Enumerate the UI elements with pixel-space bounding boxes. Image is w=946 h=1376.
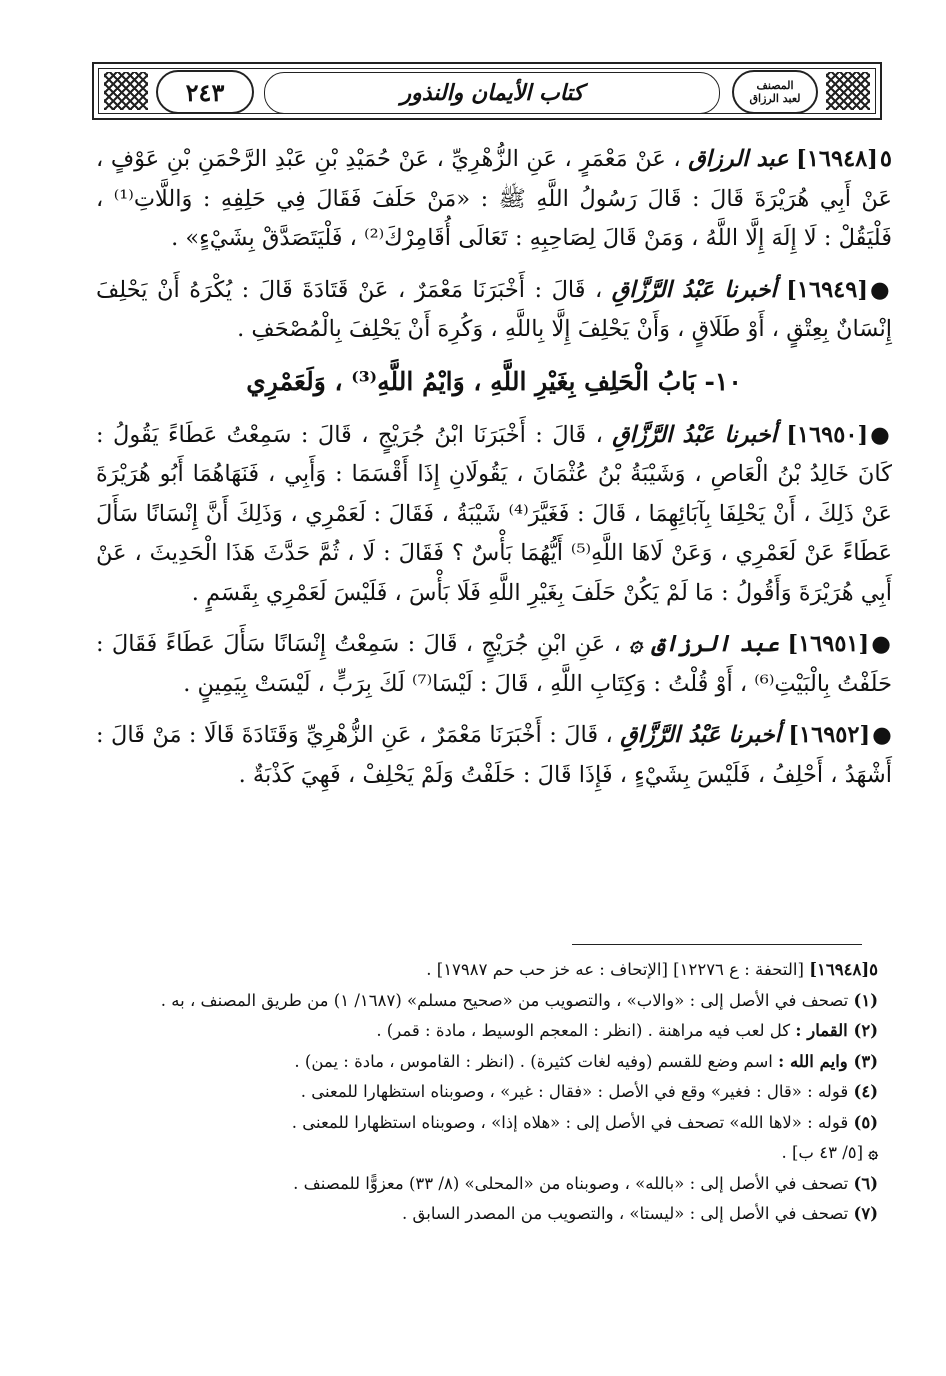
hadith-number: [١٦٩٥٠] (786, 421, 869, 448)
logo-line-1: المصنف (756, 79, 794, 92)
hadith-marker: ● (870, 421, 892, 448)
footnote (96, 1077, 878, 1108)
hadith-text: ، عَنْ مَعْمَرٍ ، عَنِ الزُّهْرِيِّ ، عَنْ حُمَيْدِ بْنِ عَبْدِ الرَّحْمَنِ بْنِ عَوْفٍ ، عَنْ أَبِي هُرَيْرَةَ قَالَ : قَالَ رَسُولُ اللَّهِ ﷺ : «مَنْ حَلَفَ فَقَالَ فِي حَلِفِهِ : وَاللَّاتِ⁽¹⁾ ، فَلْيَقُلْ : لَا إِلَهَ إِلَّا اللَّهُ ، وَمَنْ قَالَ لِصَاحِبِهِ : تَعَالَى أُقَامِرْكَ⁽²⁾ ، فَلْيَتَصَدَّقْ بِشَيْءٍ» . (96, 146, 892, 251)
hadith-number: [١٦٩٥٢] (788, 722, 871, 748)
hadith-16949 (96, 271, 892, 350)
ornament-icon (104, 72, 148, 110)
footnote-text: كل لعب فيه مراهنة . (انظر : المعجم الوسيط ، مادة : قمر) . (376, 1021, 791, 1040)
footnote-label: (٢) القمار : (795, 1021, 878, 1040)
hadith-marker: ● (871, 631, 892, 657)
hadith-16951 (96, 625, 892, 704)
footnote-label: ٥[١٦٩٤٨] (809, 960, 878, 979)
hadith-source: أخبرنا عَبْدُ الرَّزَّاقِ (611, 276, 777, 303)
hadith-text: ، قَالَ : أَخْبَرَنَا مَعْمَرٌ ، عَنِ الزُّهْرِيِّ وَقَتَادَةَ قَالَا : مَنْ قَالَ : أَشْهَدُ ، أَحْلِفُ ، فَلَيْسَ بِشَيْءٍ ، فَإِذَا قَالَ : حَلَفْتُ وَلَمْ يَحْلِفْ ، فَهِيَ كَذْبَةٌ . (96, 722, 892, 788)
footnote (96, 1199, 878, 1230)
hadith-text: ، قَالَ : أَخْبَرَنَا ابْنُ جُرَيْجٍ ، قَالَ : سَمِعْتُ عَطَاءً يَقُولُ : كَانَ خَالِدُ بْنُ الْعَاصِ ، وَشَيْبَةُ بْنُ عُثْمَانَ ، يَقُولَانِ إِذَا أَقْسَمَا : وَأَبِي ، فَنَهَاهُمَا أَبُو هُرَيْرَةَ عَنْ ذَلِكَ ، أَنْ يَحْلِفَا بِآبَائِهِمَا ، قَالَ : فَغَيَّرَ⁽⁴⁾ شَيْبَةُ ، فَقَالَ : لَعَمْرِي ، وَذَلِكَ أَنَّ إِنْسَانًا سَأَلَ عَطَاءً عَنْ لَعَمْرِي ، وَعَنْ لَاهَا اللَّهِ⁽⁵⁾ أَيُّهُمَا بَأْسٌ ؟ فَقَالَ : لَا ، ثُمَّ حَدَّثَ هَذَا الْحَدِيثَ ، عَنْ أَبِي هُرَيْرَةَ وَأَقُولُ : مَا لَمْ يَكُنْ حَلَفَ بِغَيْرِ اللَّهِ فَلَا بَأْسَ ، فَلَيْسَ لَعَمْرِي بِقَسَمٍ . (96, 421, 892, 606)
footnote (96, 1169, 878, 1200)
footnote-text: تصحف في الأصل إلى : «والاب» ، والتصويب من «صحيح مسلم» (١٦٨٧/ ١) من طريق المصنف ، به . (160, 990, 849, 1010)
book-logo (732, 70, 818, 114)
footnote-label: ۞ (868, 1143, 878, 1162)
ornament-icon (826, 72, 870, 110)
hadith-source: عبد الرزاق ۞ (629, 631, 780, 657)
footnote (96, 1047, 878, 1078)
hadith-text: ، عَنِ ابْنِ جُرَيْجٍ ، قَالَ : سَمِعْتُ إِنْسَانًا سَأَلَ عَطَاءً فَقَالَ : حَلَفْتُ بِالْبَيْتِ⁽⁶⁾ ، أَوْ قُلْتُ : وَكِتَابِ اللَّهِ ، قَالَ : لَيْسَا⁽⁷⁾ لَكَ بِرَبٍّ ، لَيْسَتْ بِيَمِينٍ . (96, 631, 892, 697)
footnote-text: [٥/ ٤٣ ب] . (781, 1143, 864, 1162)
footnote (96, 1138, 878, 1169)
footnote-text: تصحف في الأصل إلى : «بالله» ، وصوبناه من «المحلى» (٨/ ٣٣) معزوًّا للمصنف . (293, 1173, 849, 1193)
hadith-source: أخبرنا عَبْدُ الرَّزَّاقِ (620, 722, 781, 748)
hadith-number: [١٦٩٤٩] (786, 276, 868, 303)
footnote-label: (٥) (853, 1112, 878, 1132)
footnote (96, 1108, 878, 1139)
hadith-source: عبد الرزاق (688, 146, 789, 172)
footnote-text: تصحف في الأصل إلى : «ليستا» ، والتصويب من المصدر السابق . (401, 1204, 849, 1223)
main-text (96, 140, 892, 807)
footnote (96, 955, 878, 986)
footnotes (96, 955, 878, 1230)
footnote-text: قوله : «قال : فغير» وقع في الأصل : «فقال : غير» ، وصوبناه استظهارا للمعنى . (300, 1082, 849, 1101)
footnote-label: (٣) وايم الله : (778, 1051, 878, 1071)
hadith-number: [١٦٩٥١] (787, 631, 870, 657)
hadith-number: [١٦٩٤٨] (796, 146, 878, 172)
hadith-marker: ● (870, 276, 892, 303)
footnote-text: اسم وضع للقسم (وفيه لغات كثيرة) . (انظر : القاموس ، مادة : يمن) . (294, 1051, 773, 1071)
footnote-label: (١) (853, 990, 878, 1010)
hadith-marker: ٥ (879, 146, 893, 172)
footnote (96, 1016, 878, 1047)
footnote-text: [التحفة : ع ١٢٢٧٦] [الإتحاف : عه خز حب حم ١٧٩٨٧] . (426, 960, 804, 979)
hadith-text: ، قَالَ : أَخْبَرَنَا مَعْمَرٌ ، عَنْ قَتَادَةَ قَالَ : يُكْرَهُ أَنْ يَحْلِفَ إِنْسَانٌ بِعِتْقٍ ، أَوْ طَلَاقٍ ، وَأَنْ يَحْلِفَ إِلَّا بِاللَّهِ ، وَكُرِهَ أَنْ يَحْلِفَ بِالْمُصْحَفِ . (96, 276, 892, 342)
page-header (92, 62, 882, 120)
footnote-label: (٦) (853, 1173, 878, 1193)
hadith-16952 (96, 716, 892, 795)
footnote-label: (٤) (853, 1082, 878, 1101)
logo-line-2: لعبد الرزاق (749, 92, 801, 105)
hadith-marker: ● (872, 722, 893, 748)
hadith-16948 (96, 140, 892, 259)
chapter-title: كتاب الأيمان والنذور (264, 72, 720, 114)
footnote (96, 986, 878, 1017)
footnote-label: (٧) (853, 1204, 878, 1223)
page-number: ٢٤٣ (156, 70, 254, 114)
hadith-16950 (96, 416, 892, 614)
section-heading: ١٠- بَابُ الْحَلِفِ بِغَيْرِ اللَّهِ ، وَايْمُ اللَّهِ⁽³⁾ ، وَلَعَمْرِي (246, 366, 742, 396)
hadith-source: أخبرنا عَبْدُ الرَّزَّاقِ (612, 421, 777, 448)
footnote-divider (572, 944, 862, 945)
footnote-text: قوله : «لاها الله» تصحف في الأصل إلى : «هلاه إذا» ، وصوبناه استظهارا للمعنى . (291, 1112, 849, 1132)
